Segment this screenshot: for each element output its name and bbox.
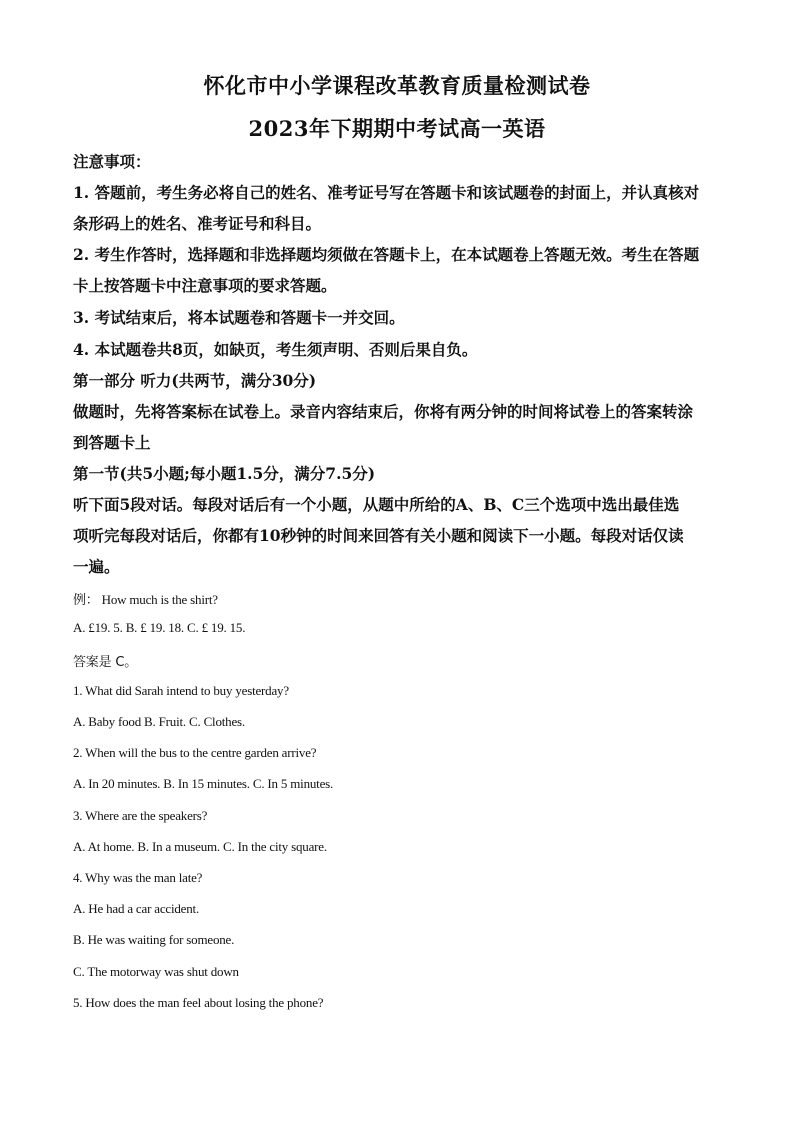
question-4-option-b: B. He was waiting for someone. bbox=[73, 932, 235, 947]
question-4-option-c: C. The motorway was shut down bbox=[73, 964, 239, 979]
note-item-2-line-2: 卡上按答题卡中注意事项的要求答题。 bbox=[73, 276, 337, 295]
section1-instruction-line-1: 听下面5段对话。每段对话后有一个小题，从题中所给的A、B、C三个选项中选出最佳选 bbox=[73, 495, 680, 514]
exam-title: 怀化市中小学课程改革教育质量检测试卷 bbox=[203, 73, 591, 98]
notes-heading: 注意事项： bbox=[73, 152, 151, 171]
exam-subtitle: 2023年下期期中考试高一英语 bbox=[248, 116, 546, 141]
question-4: 4. Why was the man late? bbox=[73, 870, 203, 885]
question-4-option-a: A. He had a car accident. bbox=[73, 901, 200, 916]
note-item-2-line-1: 2. 考生作答时，选择题和非选择题均须做在答题卡上，在本试题卷上答题无效。考生在答题 bbox=[73, 245, 700, 264]
question-5: 5. How does the man feel about losing the phone? bbox=[73, 995, 324, 1010]
part1-heading: 第一部分 听力(共两节，满分30分) bbox=[73, 371, 317, 390]
question-1: 1. What did Sarah intend to buy yesterday? bbox=[73, 683, 289, 698]
question-1-options: A. Baby food B. Fruit. C. Clothes. bbox=[73, 714, 245, 729]
section1-instruction-line-3: 一遍。 bbox=[73, 557, 120, 576]
note-item-1-line-2: 条形码上的姓名、准考证号和科目。 bbox=[73, 214, 322, 233]
example-question: 例： How much is the shirt? bbox=[73, 592, 218, 607]
note-item-4: 4. 本试题卷共8页，如缺页，考生须声明、否则后果自负。 bbox=[73, 340, 478, 359]
question-3: 3. Where are the speakers? bbox=[73, 808, 208, 823]
part1-instruction-line-1: 做题时，先将答案标在试卷上。录音内容结束后，你将有两分钟的时间将试卷上的答案转涂 bbox=[73, 402, 694, 421]
section1-instruction-line-2: 项听完每段对话后，你都有10秒钟的时间来回答有关小题和阅读下一小题。每段对话仅读 bbox=[73, 526, 684, 545]
section1-heading: 第一节(共5小题;每小题1.5分，满分7.5分) bbox=[73, 464, 376, 483]
question-3-options: A. At home. B. In a museum. C. In the city square. bbox=[73, 839, 327, 854]
example-answer: 答案是 C。 bbox=[73, 655, 138, 670]
note-item-1-line-1: 1. 答题前，考生务必将自己的姓名、准考证号写在答题卡和该试题卷的封面上，并认真核对 bbox=[73, 183, 700, 202]
example-options: A. £19. 5. B. £ 19. 18. C. £ 19. 15. bbox=[73, 620, 246, 635]
note-item-3: 3. 考试结束后，将本试题卷和答题卡一并交回。 bbox=[73, 308, 405, 327]
part1-instruction-line-2: 到答题卡上 bbox=[73, 433, 151, 452]
question-2-options: A. In 20 minutes. B. In 15 minutes. C. In 5 minutes. bbox=[73, 776, 334, 791]
question-2: 2. When will the bus to the centre garden arrive? bbox=[73, 745, 317, 760]
